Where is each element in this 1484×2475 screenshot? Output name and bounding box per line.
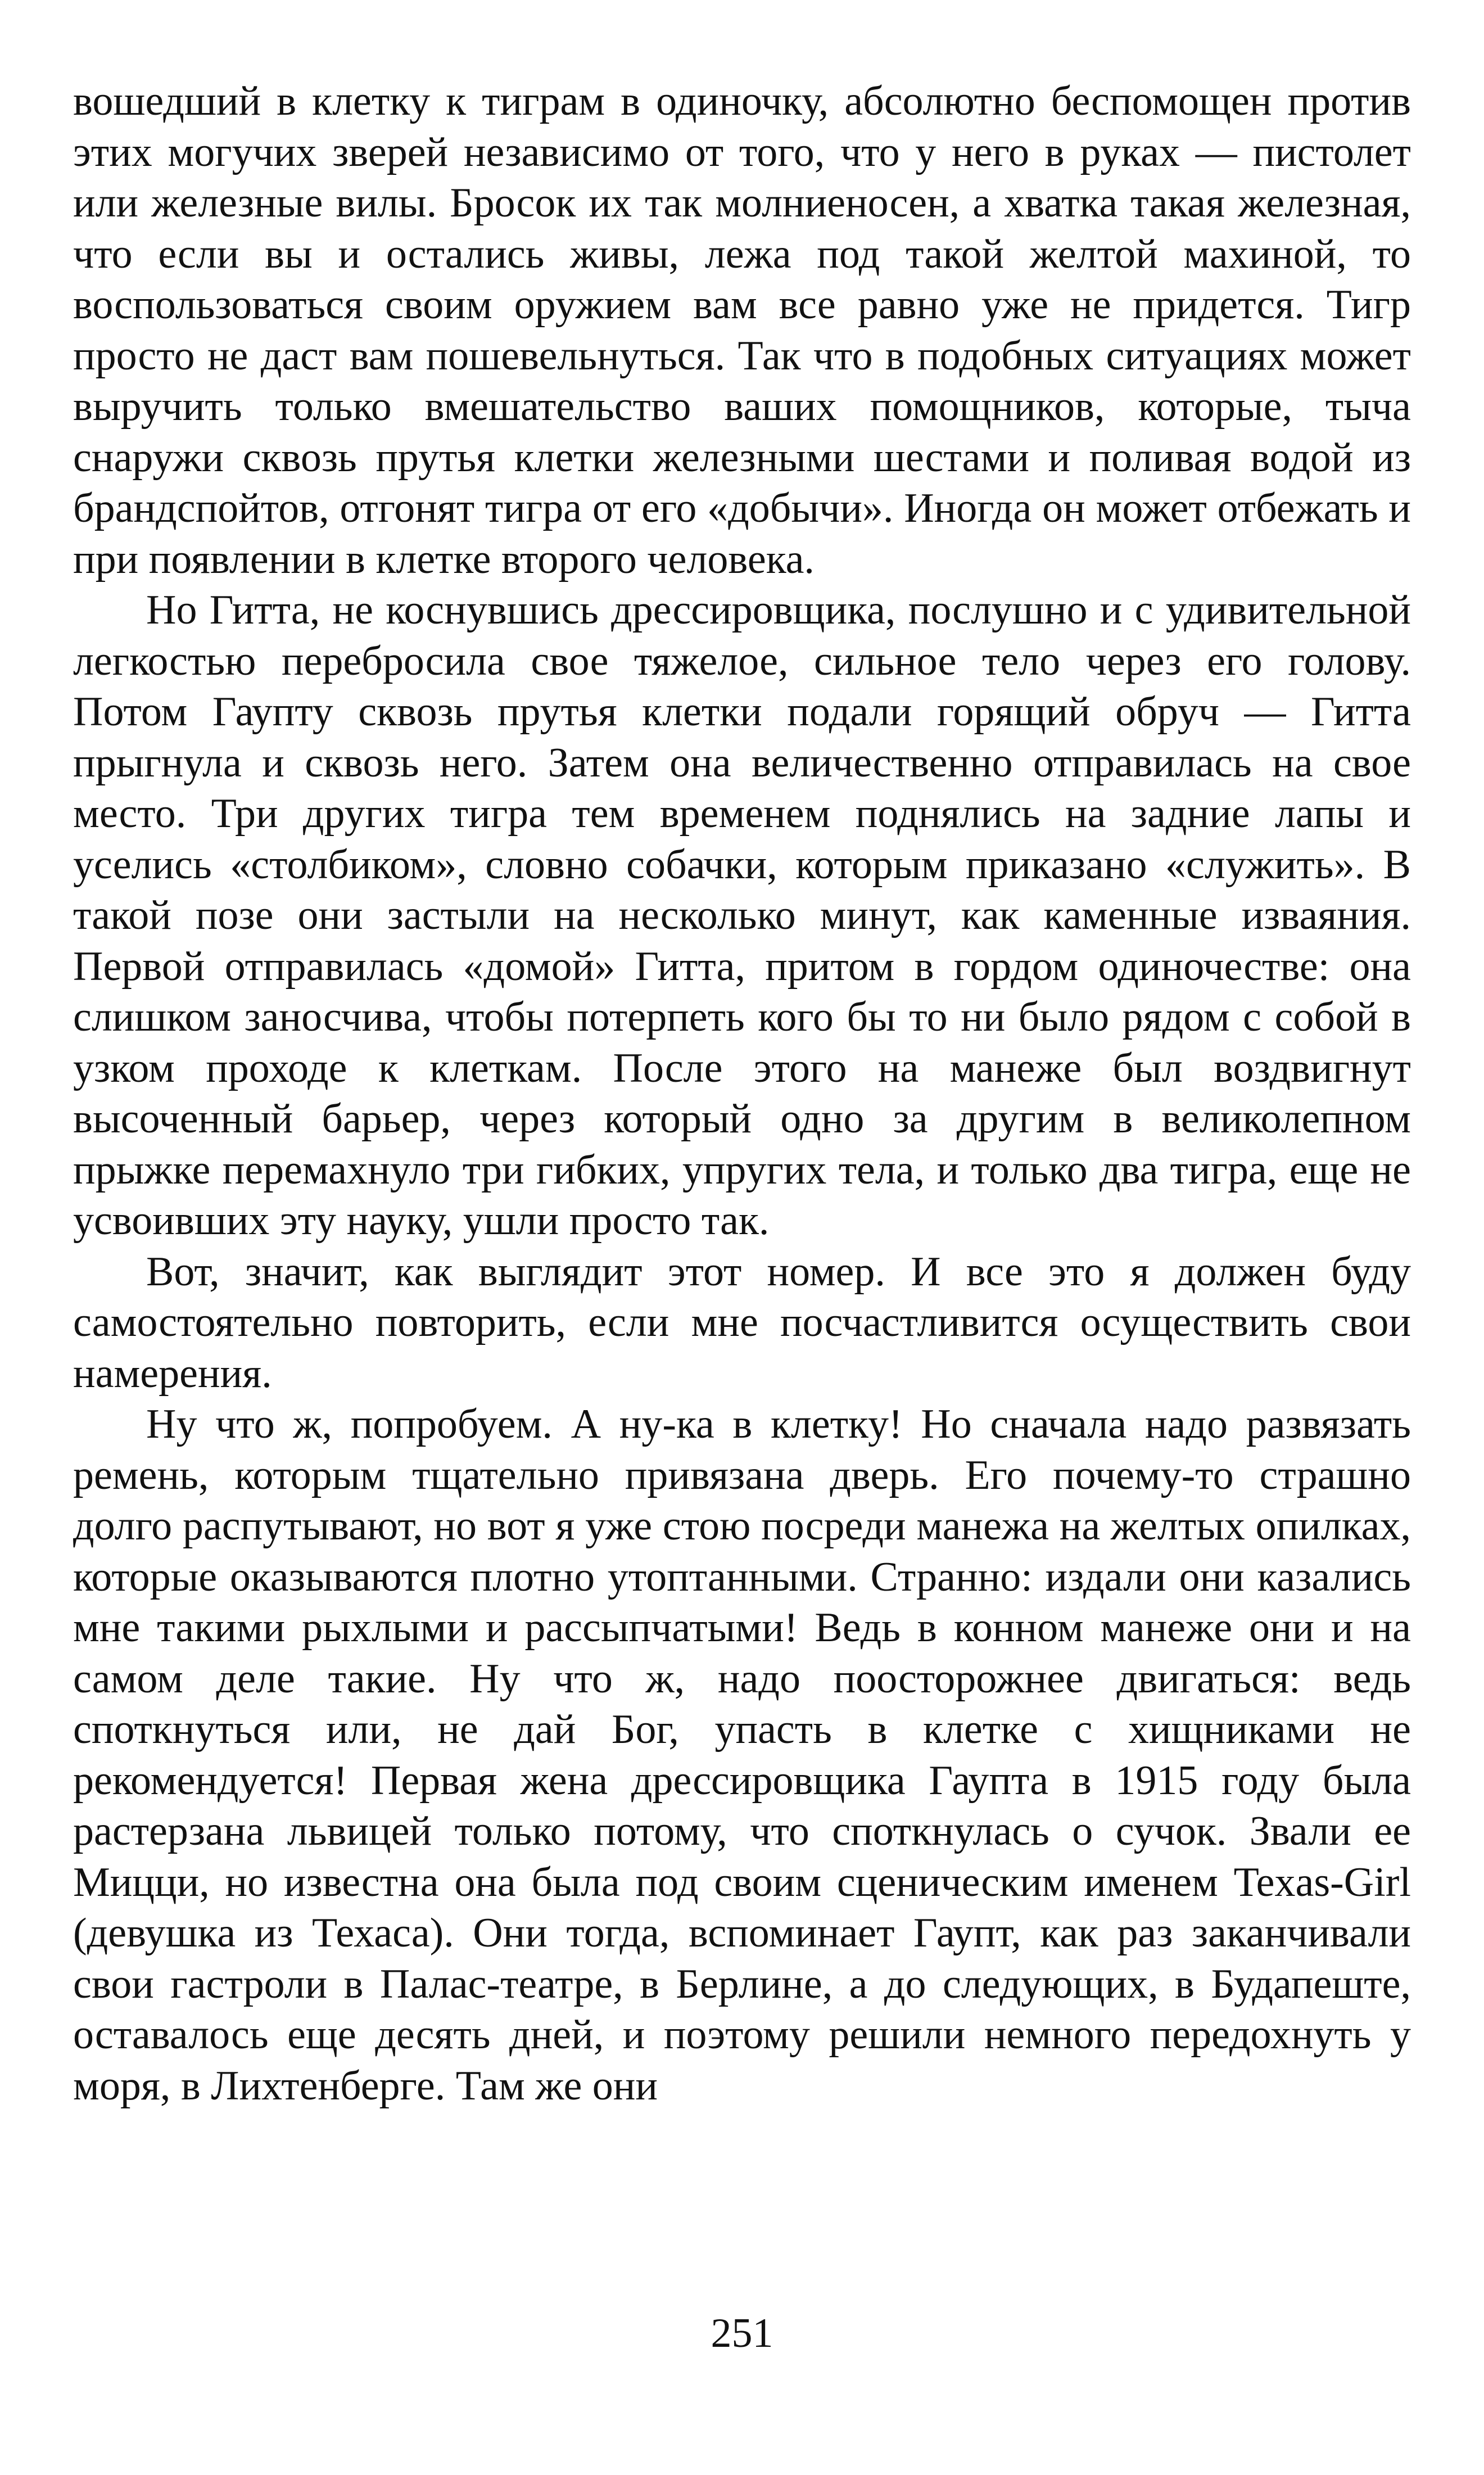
paragraph-3: Вот, значит, как выглядит этот номер. И все это я должен буду самостоятельно повторить, если мне посчастливится осуществить свои намерения. (73, 1248, 1411, 1397)
page-body (73, 76, 1411, 2111)
paragraph-4: Ну что ж, попробуем. А ну-ка в клетку! Но сначала надо развязать ремень, которым тщательно привязана дверь. Его почему-то страшно долго распутывают, но вот я уже стою посреди манежа на желтых опилках, которые оказываются плотно утоптанными. Странно: издали они казались мне такими рыхлыми и рассыпчатыми! Ведь в конном манеже они и на самом деле такие. Ну что ж, надо поосторожнее двигаться: ведь споткнуться или, не дай Бог, упасть в клетке с хищниками не рекомендуется! Первая жена дрессировщика Гаупта в 1915 году была растерзана львицей только потому, что споткнулась о сучок. Звали ее Мицци, но известна она была под своим сценическим именем Texas-Girl (девушка из Техаса). Они тогда, вспоминает Гаупт, как раз заканчивали свои гастроли в Палас-театре, в Берлине, а до следующих, в Будапеште, оставалось еще десять дней, и поэтому решили немного передохнуть у моря, в Лихтенберге. Там же они (73, 1401, 1411, 2109)
paragraph-2: Но Гитта, не коснувшись дрессировщика, послушно и с удивительной легкостью перебросила свое тяжелое, сильное тело через его голову. Потом Гаупту сквозь прутья клетки подали горящий обруч — Гитта прыгнула и сквозь него. Затем она величественно отправилась на свое место. Три других тигра тем временем поднялись на задние лапы и уселись «столбиком», словно собачки, которым приказано «служить». В такой позе они застыли на несколько минут, как каменные изваяния. Первой отправилась «домой» Гитта, притом в гордом одиночестве: она слишком заносчива, чтобы потерпеть кого бы то ни было рядом с собой в узком проходе к клеткам. После этого на манеже был воздвигнут высоченный барьер, через который одно за другим в великолепном прыжке перемахнуло три гибких, упругих тела, и только два тигра, еще не усвоивших эту науку, ушли просто так. (73, 587, 1411, 1244)
paragraph-1: вошедший в клетку к тиграм в одиночку, абсолютно беспомощен против этих могучих зверей независимо от того, что у него в руках — пистолет или железные вилы. Бросок их так молниеносен, а хватка такая железная, что если вы и остались живы, лежа под такой желтой махиной, то воспользоваться своим оружием вам все равно уже не придется. Тигр просто не даст вам пошевельнуться. Так что в подобных ситуациях может выручить только вмешательство ваших помощников, которые, тыча снаружи сквозь прутья клетки железными шестами и поливая водой из брандспойтов, отгонят тигра от его «добычи». Иногда он может отбежать и при появлении в клетке второго человека. (73, 78, 1411, 582)
page-number: 251 (711, 2310, 773, 2356)
